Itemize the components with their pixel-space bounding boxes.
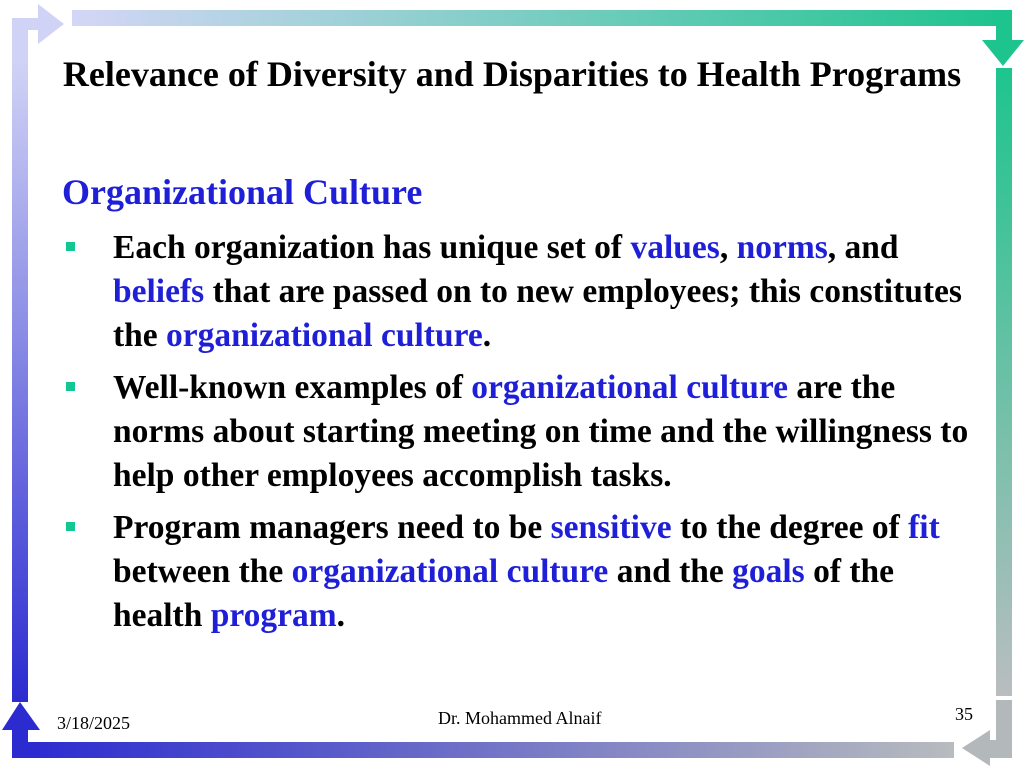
bullet-list xyxy=(62,226,972,646)
bullet-segment: . xyxy=(336,597,346,634)
bullet-segment: Well-known examples of xyxy=(113,369,472,406)
bullet-segment: between the xyxy=(113,553,292,590)
highlighted-term: organizational culture xyxy=(471,369,788,406)
bullet-segment: , and xyxy=(827,229,899,266)
bullet-text xyxy=(113,229,962,354)
square-bullet-icon xyxy=(66,382,75,391)
bullet-text xyxy=(113,509,940,634)
bullet-item xyxy=(62,506,972,638)
square-bullet-icon xyxy=(66,522,75,531)
highlighted-term: goals xyxy=(732,553,805,590)
bullet-segment: , xyxy=(719,229,737,266)
arrow-right-icon xyxy=(12,4,64,62)
bullet-segment: . xyxy=(482,317,492,354)
square-bullet-icon xyxy=(66,242,75,251)
bullet-segment: and the xyxy=(608,553,733,590)
bullet-segment: that are passed on to new employees; this constitutes the xyxy=(113,273,962,354)
highlighted-term: norms xyxy=(736,229,828,266)
bullet-segment: Program managers need to be xyxy=(113,509,551,546)
footer-author: Dr. Mohammed Alnaif xyxy=(438,708,602,728)
arrow-up-icon xyxy=(2,702,40,758)
highlighted-term: values xyxy=(630,229,720,266)
slide-title: Relevance of Diversity and Disparities to Health Programs xyxy=(62,54,962,94)
bullet-segment: are the norms about starting meeting on time and the willingness to help other employees accomplish tasks. xyxy=(113,369,969,494)
bullet-item xyxy=(62,366,972,498)
slide-subtitle: Organizational Culture xyxy=(62,172,423,212)
highlighted-term: sensitive xyxy=(550,509,672,546)
highlighted-term: organizational culture xyxy=(166,317,483,354)
footer-page-number: 35 xyxy=(955,704,973,724)
bullet-text xyxy=(113,369,968,494)
bullet-item xyxy=(62,226,972,358)
bullet-segment: Each organization has unique set of xyxy=(113,229,631,266)
footer-date: 3/18/2025 xyxy=(57,713,131,733)
highlighted-term: beliefs xyxy=(113,273,205,310)
highlighted-term: program xyxy=(210,597,337,634)
highlighted-term: fit xyxy=(908,509,940,546)
highlighted-term: organizational culture xyxy=(291,553,609,590)
bullet-segment: to the degree of xyxy=(671,509,909,546)
bullet-segment: of the health xyxy=(113,553,895,634)
